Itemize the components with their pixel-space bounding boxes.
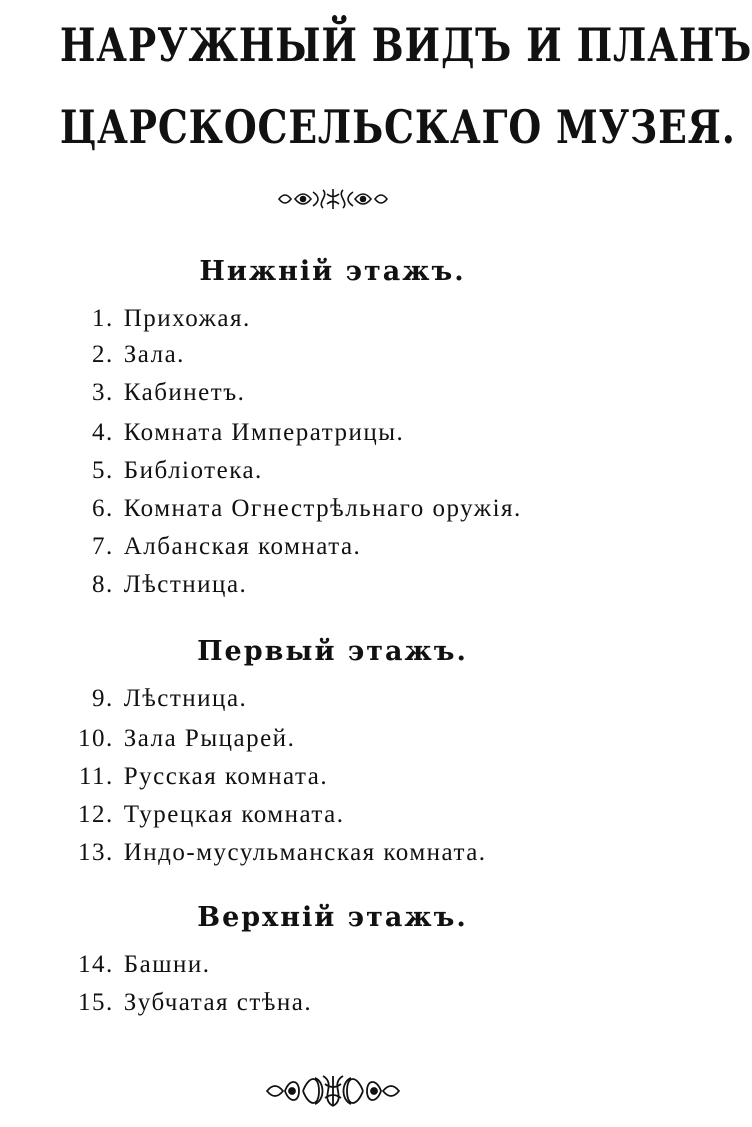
item-text: Турецкая комната.: [123, 801, 345, 828]
item-number: 10: [78, 725, 106, 752]
item-number: 15: [78, 989, 106, 1016]
item-number: 5: [92, 457, 106, 484]
list-item: 15. Зубчатая стѣна.: [54, 984, 312, 1022]
list-item: 8. Лѣстница.: [54, 566, 247, 604]
item-text: Албанская комната.: [123, 533, 362, 560]
list-item: 4. Комната Императрицы.: [54, 414, 404, 452]
item-number: 9: [92, 685, 106, 712]
section-heading-lower-floor: Нижній этажъ.: [199, 256, 466, 287]
item-text: Башни.: [123, 951, 211, 978]
list-item: 10. Зала Рыцарей.: [54, 720, 295, 758]
bottom-ornament-icon: [0, 1072, 665, 1115]
item-number: 4: [92, 419, 106, 446]
section-heading-first-floor: Первый этажъ.: [197, 636, 468, 667]
list-item: 1. Прихожая.: [54, 300, 251, 338]
item-number: 6: [92, 495, 106, 522]
list-item: 12. Турецкая комната.: [54, 796, 345, 834]
title-line-1: НАРУЖНЫЙ ВИДЪ И ПЛАНЪ: [59, 18, 752, 72]
item-text: Зубчатая стѣна.: [123, 989, 313, 1016]
item-number: 2: [92, 341, 106, 368]
item-text: Лѣстница.: [123, 571, 248, 598]
list-item: 2. Зала.: [54, 336, 185, 374]
item-number: 12: [78, 801, 106, 828]
item-number: 7: [92, 533, 106, 560]
item-number: 1: [92, 305, 106, 332]
section-heading-upper-floor: Верхній этажъ.: [197, 902, 468, 933]
item-number: 13: [78, 839, 106, 866]
list-item: 13. Индо-мусульманская комната.: [54, 834, 487, 872]
item-text: Прихожая.: [123, 305, 251, 332]
item-text: Комната Огнестрѣльнаго оружія.: [123, 495, 522, 522]
item-number: 8: [92, 571, 106, 598]
item-text: Зала.: [123, 341, 185, 368]
item-text: Лѣстница.: [123, 685, 248, 712]
item-text: Библіотека.: [123, 457, 263, 484]
title-line-2: ЦАРСКОСЕЛЬСКАГО МУЗЕЯ.: [59, 100, 736, 154]
list-item: 14. Башни.: [54, 946, 210, 984]
item-number: 14: [78, 951, 106, 978]
item-text: Русская комната.: [123, 763, 329, 790]
item-number: 11: [78, 763, 106, 790]
list-item: 3. Кабинетъ.: [54, 374, 245, 412]
item-text: Кабинетъ.: [123, 379, 246, 406]
item-text: Индо-мусульманская комната.: [123, 839, 487, 866]
list-item: 6. Комната Огнестрѣльнаго оружія.: [54, 490, 522, 528]
list-item: 5. Библіотека.: [54, 452, 263, 490]
list-item: 11. Русская комната.: [54, 758, 328, 796]
item-number: 3: [92, 379, 106, 406]
top-ornament-icon: [0, 186, 665, 217]
list-item: 7. Албанская комната.: [54, 528, 361, 566]
item-text: Зала Рыцарей.: [123, 725, 296, 752]
list-item: 9. Лѣстница.: [54, 680, 247, 718]
item-text: Комната Императрицы.: [123, 419, 405, 446]
